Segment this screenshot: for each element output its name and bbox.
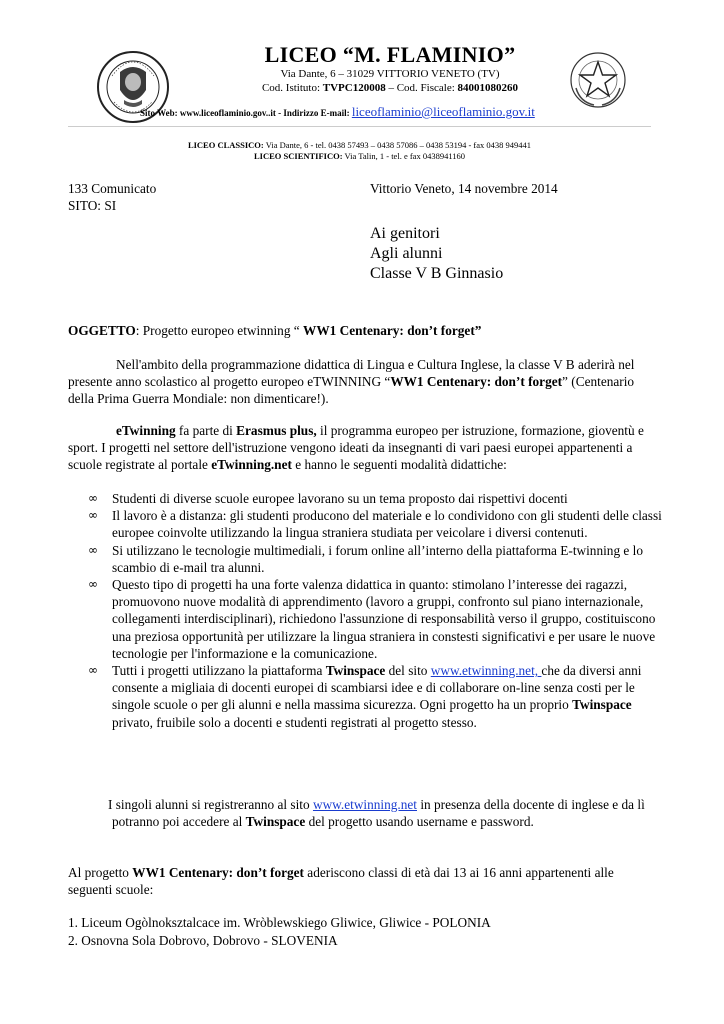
sito-flag: SITO: SI — [68, 198, 117, 213]
paragraph-registration-body: in presenza della docente di inglese e da lì potranno poi accedere al — [112, 797, 645, 830]
list-item — [88, 576, 663, 662]
place-date: Vittorio Veneto, 14 novembre 2014 — [370, 181, 558, 196]
list-item — [88, 490, 663, 507]
branch-scientifico-info: Via Talin, 1 - tel. e fax 0438941160 — [342, 151, 465, 161]
paragraph-intro — [68, 356, 658, 408]
school-item: 2. Osnovna Sola Dobrovo, Dobrovo - SLOVENIA — [68, 933, 338, 948]
email-link[interactable]: liceoflaminio@liceoflaminio.gov.it — [351, 104, 535, 119]
etwinning-link[interactable]: www.etwinning.net, — [430, 663, 542, 679]
school-codes — [200, 82, 580, 95]
infinity-icon: ∞ — [88, 491, 98, 505]
list-item-text: Il lavoro è a distanza: gli studenti producono del materiale e lo condividono con gli studenti delle classi europee coinvolte utilizzando la lingua straniera studiata per veicolare i diversi contenuti. — [112, 508, 662, 541]
list-item-text: Si utilizzano le tecnologie multimediali, i forum online all’interno della piattaforma E-twinning e lo scambio di e-mail tra alunni. — [112, 542, 643, 575]
list-item-text: Tutti i progetti utilizzano la piattaforma — [112, 663, 326, 679]
addressee-students: Agli alunni — [370, 245, 443, 262]
list-item — [88, 662, 663, 731]
website-label: Sito Web: www.liceoflaminio.gov..it - Indirizzo E-mail: — [140, 108, 352, 118]
project-title-2: WW1 Centenary: don’t forget — [132, 865, 304, 880]
paragraph-participants-text: Al progetto — [68, 865, 133, 880]
header-divider — [68, 126, 651, 127]
branch-classico — [68, 140, 651, 151]
list-item — [88, 542, 663, 576]
fiscale-code: 84001080260 — [457, 82, 519, 94]
subject-title: WW1 Centenary: don’t forget” — [303, 323, 482, 338]
project-title: WW1 Centenary: don’t forget — [390, 374, 563, 390]
website-email-line — [140, 104, 535, 120]
school-item: 1. Liceum Ogòlnoksztalcace im. Wròblewskiego Gliwice, Gliwice - POLONIA — [68, 915, 491, 930]
list-item-text: che da diversi anni consente a migliaia di docenti europei di scambiarsi idee e di collaborare on-line senza costi per le singole scuole o per gli alunni e nella massima sicurezza. Ogni progetto ha un proprio — [112, 663, 642, 713]
list-item-text: Studenti di diverse scuole europee lavorano su un tema proposto dai rispettivi docenti — [112, 491, 568, 506]
branch-scientifico-label: LICEO SCIENTIFICO: — [254, 151, 343, 161]
paragraph-registration-end: del progetto usando username e password. — [305, 814, 534, 830]
paragraph-etwinning-body: il programma europeo per istruzione, formazione, gioventù e sport. I progetti nel settore dell'istruzione vengono ideati da insegnanti di vari paesi europei appartenenti a scuole registrate al portale — [68, 423, 644, 473]
modalities-list — [88, 490, 663, 731]
subject-line — [68, 322, 481, 339]
paragraph-etwinning — [68, 422, 660, 474]
paragraph-etwinning-text: fa parte di — [175, 423, 237, 438]
paragraph-registration — [108, 796, 652, 830]
paragraph-participants-end: aderiscono classi di età dai 13 ai 16 anni appartenenti alle seguenti scuole: — [68, 865, 614, 898]
addressee-parents: Ai genitori — [370, 225, 440, 242]
addressee-class: Classe V B Ginnasio — [370, 265, 504, 282]
infinity-icon: ∞ — [88, 508, 98, 523]
subject-label: OGGETTO — [68, 323, 136, 338]
list-item — [88, 507, 663, 541]
paragraph-intro-text: Nell'ambito della programmazione didattica di Lingua e Cultura Inglese, la classe V B aderirà nel presente anno scolastico al progetto europeo eTWINNING “ — [68, 357, 635, 390]
paragraph-etwinning-end: e hanno le seguenti modalità didattiche: — [291, 457, 507, 473]
twinspace-name: Twinspace — [245, 814, 306, 830]
school-address: Via Dante, 6 – 31029 VITTORIO VENETO (TV) — [280, 68, 500, 80]
twinspace-name: Twinspace — [572, 697, 632, 713]
etwinning-portal: eTwinning.net — [211, 457, 292, 473]
list-item-text: Questo tipo di progetti ha una forte valenza didattica in quanto: stimolano l’interesse dei ragazzi, promuovono nuove modalità di apprendimento (lavoro a gruppi, confronto sul piano internazionale, collegamenti interdisciplinari), richiedono l'assunzione di responsabilità verso il gruppo, costituiscono una preziosa opportunità per utilizzare la lingua straniera in constesti significativi e per usare le nuove tecnologie per l'informazione e la comunicazione. — [112, 577, 656, 661]
subject-text: : Progetto europeo etwinning “ — [135, 323, 304, 338]
infinity-icon: ∞ — [88, 663, 98, 678]
etwinning-name: eTwinning — [116, 423, 176, 438]
paragraph-participants — [68, 864, 660, 898]
twinspace-name: Twinspace — [325, 663, 386, 679]
istituto-code: TVPC120008 — [322, 82, 386, 94]
school-name: LICEO “M. FLAMINIO” — [264, 42, 516, 67]
paragraph-intro-end: ” (Centenario della Prima Guerra Mondiale: non dimenticare!). — [68, 374, 635, 407]
erasmus-name: Erasmus plus, — [236, 423, 317, 438]
branch-scientifico — [68, 151, 651, 162]
branch-classico-label: LICEO CLASSICO: — [187, 140, 264, 150]
paragraph-registration-text: I singoli alunni si registreranno al sito — [108, 797, 313, 812]
infinity-icon: ∞ — [88, 577, 98, 592]
list-item-text: del sito — [385, 663, 431, 679]
list-item-text: privato, fruibile solo a docenti e studenti registrati al progetto stesso. — [112, 714, 477, 730]
istituto-label: Cod. Istituto: — [261, 82, 323, 94]
communication-number: 133 Comunicato — [68, 181, 157, 196]
etwinning-link-2[interactable]: www.etwinning.net — [312, 797, 417, 812]
infinity-icon: ∞ — [88, 542, 98, 557]
branch-classico-info: Via Dante, 6 - tel. 0438 57493 – 0438 57086 – 0438 53194 - fax 0438 949441 — [263, 140, 532, 150]
fiscale-label: – Cod. Fiscale: — [385, 82, 458, 94]
